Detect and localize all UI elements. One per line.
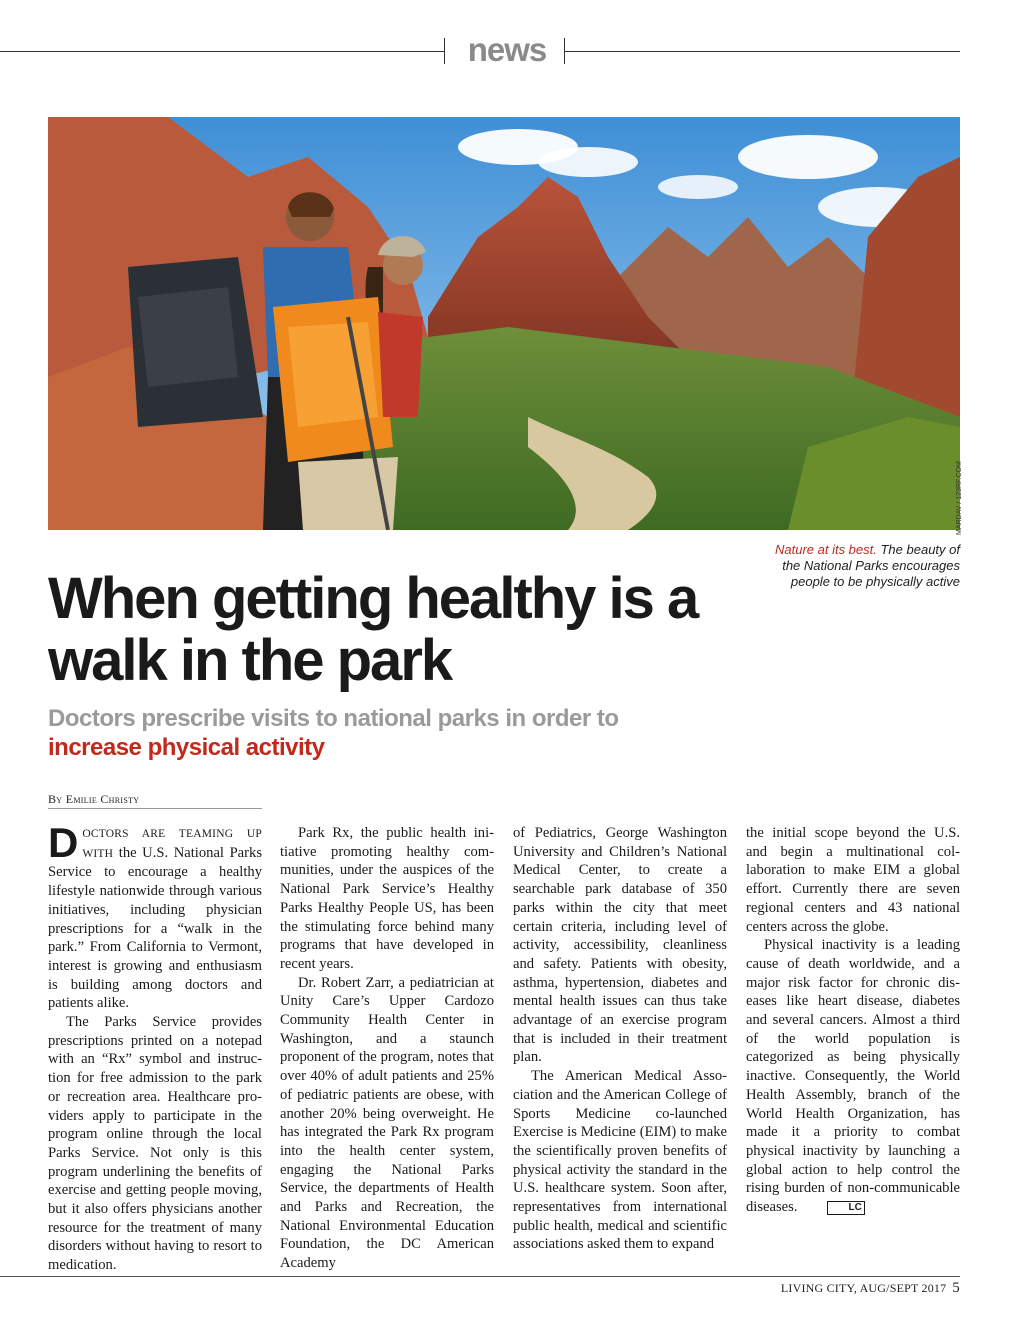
byline-author: Emilie Christy [65,792,140,806]
paragraph: the initial scope beyond the U.S. and begin a multinational collaboration to make EIM a global effort. Currently there are seven regional centers and 43 national centers across the globe. [746,825,960,935]
dek-highlight: increase physical activity [48,734,325,761]
photo-caption [760,542,960,590]
section-label: news [467,31,547,68]
header-rule-left [0,51,444,52]
dek-plain: Doctors prescribe visits to national parks in order to [48,705,619,732]
hero-photo [48,117,960,530]
paragraph: The Parks Service provides prescriptions printed on a notepad with an “Rx” symbol and instruction for free admission to the park or recreation area. Healthcare providers apply to participate in the program online through the local Parks Service. Not only is this program underlining the benefits of exercise and getting people moving, but it also offers physicians another resource for the treatment of many disorders without having to resort to medication. [48,1014,262,1274]
header-rule-right [564,51,960,52]
byline-prefix: By [48,792,66,806]
article-column-1 [48,819,262,1275]
paragraph: of Pediatrics, George Washington University and Children’s National Medical Center, to create a searchable park database of 350 parks within the city that meet certain criteria, including level of activity, accessibility, cleanliness and safety. Patients with obesity, asthma, hypertension, diabetes and mental health issues can thus take advantage of an exercise program that is included in their treatment plan. [513,825,727,1066]
folio [781,1280,960,1297]
header-tick-left [444,38,445,64]
caption-lead: Nature at its best. [774,542,877,557]
footer-rule [0,1276,960,1277]
article-column-2 [280,824,494,1273]
byline-rule [48,808,262,809]
paragraph: Dr. Robert Zarr, a pediatrician at Unity Care’s Upper Cardozo Community Health Center in Washington, and a staunch proponent of the program, notes that over 40% of adult patients and 25% of pediatric patients are obese, with another 20% being overweight. He has integrated the Park Rx program into the health center system, engaging the National Parks Service, the departments of Health and Parks and Recreation, the National Environmental Education Foundation, the DC American Academy [280,974,494,1272]
paragraph [746,936,960,1217]
article-column-3 [513,824,727,1254]
paragraph: Park Rx, the public health initiative promoting healthy communities, under the auspices of the National Park Service’s Healthy Parks Healthy People US, has been the stimulating force behind many programs that have developed in recent years. [280,825,494,972]
publication-info: LIVING CITY, AUG/SEPT 2017 [780,1281,947,1295]
end-mark-logo: LC [827,1201,864,1215]
paragraph: The American Medical Association and the American College of Sports Medicine co-launched Exercise is Medicine (EIM) to make the scientifically proven benefits of physical activity the standard in the U.S. healthcare system. Soon after, representatives from international public health, medical and scientific associations asked them to expand [513,1068,727,1253]
paragraph-text: the U.S. National Parks Service to encourage a healthy lifestyle nationwide through various initiatives, including physician prescriptions for a “walk in the park.” From California to Vermont, interest is growing and enthusiasm is building among doctors and patients alike. [48,844,262,1012]
photo-credit: MARDAV / 123RF.COM [956,461,963,535]
paragraph-text: Physical inactivity is a leading cause of death worldwide, and a major risk factor for chronic diseases like heart disease, diabetes and several cancers. Almost a third of the world population is categorized as being physically inactive. Consequently, the World Health Assembly, branch of the World Health Organization, has made it a priority to combat physical inactivity by launching a global action to help control the rising burden of non-communicable diseases. [746,937,960,1216]
drop-cap: D [48,819,79,866]
lead-in: OCTORS ARE TEAMING UP WITH [82,828,262,860]
page-number: 5 [952,1280,960,1296]
headline: When getting healthy is a walk in the park [48,566,698,693]
dek [48,704,688,762]
paragraph [48,819,262,1013]
caption-text: The beauty of the National Parks encourages people to be physically active [782,542,960,589]
byline [48,792,262,807]
article-column-4 [746,824,960,1217]
